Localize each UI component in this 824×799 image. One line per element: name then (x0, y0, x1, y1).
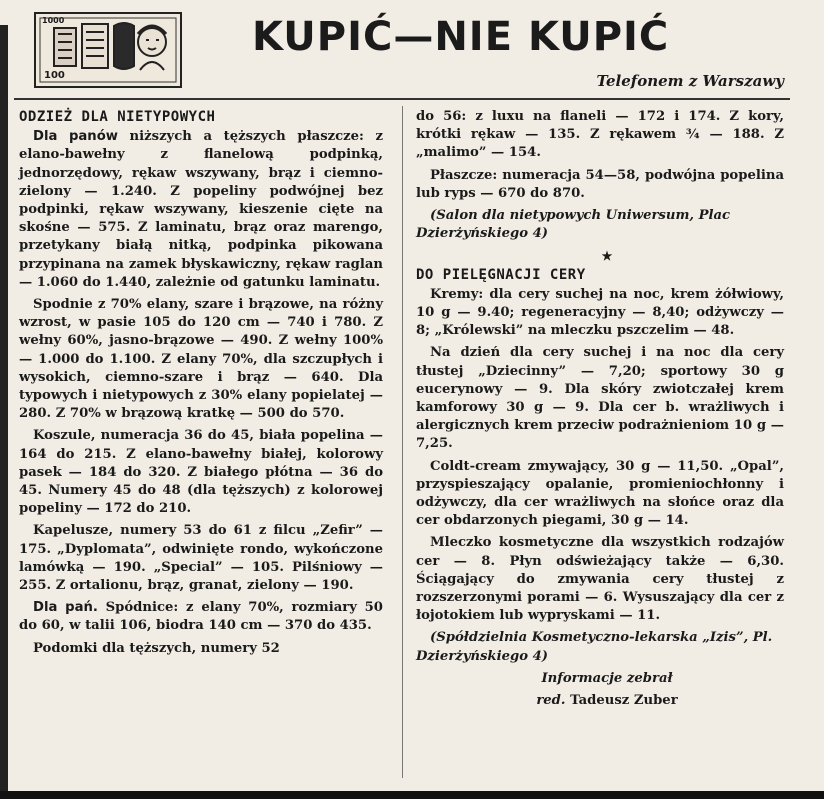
paragraph-coats-women: Płaszcze: numeracja 54—58, podwójna popelina lub ryps — 670 do 870. (416, 167, 784, 201)
paragraph-trousers: Spodnie z 70% elany, szare i brązowe, na różny wzrost, w pasie 105 do 120 cm — 740 i 780. Z wełny 60%, jasno-brązowe — 490. Z wełny 100% — 1.000 do 1.100. Z elany 70%, dla szczupłych i wysokich, ciemno-szare i brąz — 640. Dla typowych i nietypowych z 30% elany popielatej — 280. Z 70% w brązową kratkę — 500 do 570. (19, 297, 383, 422)
left-column (19, 108, 383, 658)
scan-edge-left (0, 25, 8, 799)
article-byline: Telefonem z Warszawy (596, 72, 784, 90)
star-separator: ★ (601, 249, 613, 264)
title-rule (14, 98, 790, 100)
paragraph-creams: Kremy: dla cery suchej na noc, krem żółwiowy, 10 g — 9.40; regeneracyjny — 8,40; odżywczy — 8; „Królewski” na mleczku pszczelim — 48. (416, 286, 784, 339)
source-izis: (Spółdzielnia Kosmetyczno-lekarska „Izis”, Pl. Dzierżyńskiego 4) (416, 630, 773, 664)
paragraph-coldcream: Coldt-cream zmywający, 30 g — 11,50. „Opal”, przyspieszający opalanie, promieniochłonny i odżywczy, dla cer wrażliwych na słońce oraz dla cer obdarzonych piegami, 30 g — 14. (416, 458, 784, 529)
right-column (416, 108, 784, 710)
paragraph-housecoats: Podomki dla tęższych, numery 52 (33, 640, 280, 656)
paragraph-coats-text: niższych a tęższych płaszcze: z elano-bawełny z flanelową podpinką, jednorzędowy, rękaw wszywany, brąz i ciemno-zielony — 1.240. Z popeliny podwójnej bez podpinki, rękaw wszywany, kieszenie cięte na skośne — 575. Z laminatu, brąz oraz marengo, przetykany białą nitką, podpinka pikowana przypinana na zamek błyskawiczny, rękaw raglan — 1.060 do 1.440, zależnie od gatunku laminatu. (19, 129, 383, 290)
column-rule (402, 106, 403, 778)
section-heading-skincare: DO PIELĘGNACJI CERY (416, 266, 586, 283)
scan-edge-bottom (0, 791, 824, 799)
paragraph-women-text: Spódnice: z elany 70%, rozmiary 50 do 60, w talii 106, biodra 140 cm — 370 do 435. (19, 600, 383, 634)
logo-number-top: 1000 (42, 16, 65, 25)
lead-men: Dla panów (33, 129, 118, 145)
paragraph-housecoats-cont: do 56: z luxu na flaneli — 172 i 174. Z kory, krótki rękaw — 135. Z rękawem ¾ — 188. Z „malimo” — 154. (416, 109, 784, 161)
paragraph-women (19, 599, 383, 635)
paragraph-lotions: Mleczko kosmetyczne dla wszystkich rodzajów cer — 8. Płyn odświeżający także — 6,30. Ściągający do zmywania cery tłustej z rozszerzonymi porami — 6. Wysuszający dla cer z łojotokiem lub wypryskami — 11. (416, 535, 784, 624)
paragraph-shirts: Koszule, numeracja 36 do 45, biała popelina — 164 do 215. Z elano-bawełny białej, kolorowy pasek — 184 do 320. Z białego płótna — 36 do 45. Numery 45 do 48 (dla tęższych) z kolorowej popeliny — 172 do 210. (19, 428, 383, 517)
logo-number-bottom: 100 (44, 70, 65, 81)
lead-women: Dla pań. (33, 600, 98, 616)
section-heading-clothing: ODZIEŻ DLA NIETYPOWYCH (19, 109, 216, 125)
credit-line-1: Informacje zebrał (541, 670, 673, 686)
credit-line-2 (416, 692, 784, 710)
source-uniwersum: (Salon dla nietypowych Uniwersum, Plac Dzierżyńskiego 4) (416, 208, 731, 242)
credit-prefix: red. (536, 693, 566, 709)
article-title: KUPIĆ—NIE KUPIĆ (252, 14, 670, 60)
paragraph-hats: Kapelusze, numery 53 do 61 z filcu „Zefir” — 175. „Dyplomata”, odwinięte rondo, wykończone lamówką — 190. „Special” — 105. Pilśniowy — 255. Z ortalionu, brąz, granat, zielony — 190. (19, 523, 383, 594)
paragraph-coats (19, 128, 383, 292)
paragraph-day-creams: Na dzień dla cery suchej i na noc dla cery tłustej „Dziecinny” — 7,20; sportowy 30 g eucerynowy — 9. Dla skóry zwiotczałej krem kamforowy 30 g — 9. Dla cer b. wrażliwych i alergicznych krem przeciw podrażnieniom 10 g — 7,25. (416, 345, 784, 452)
credit-author: Tadeusz Zuber (570, 693, 678, 709)
newspaper-logo-icon (34, 12, 182, 88)
